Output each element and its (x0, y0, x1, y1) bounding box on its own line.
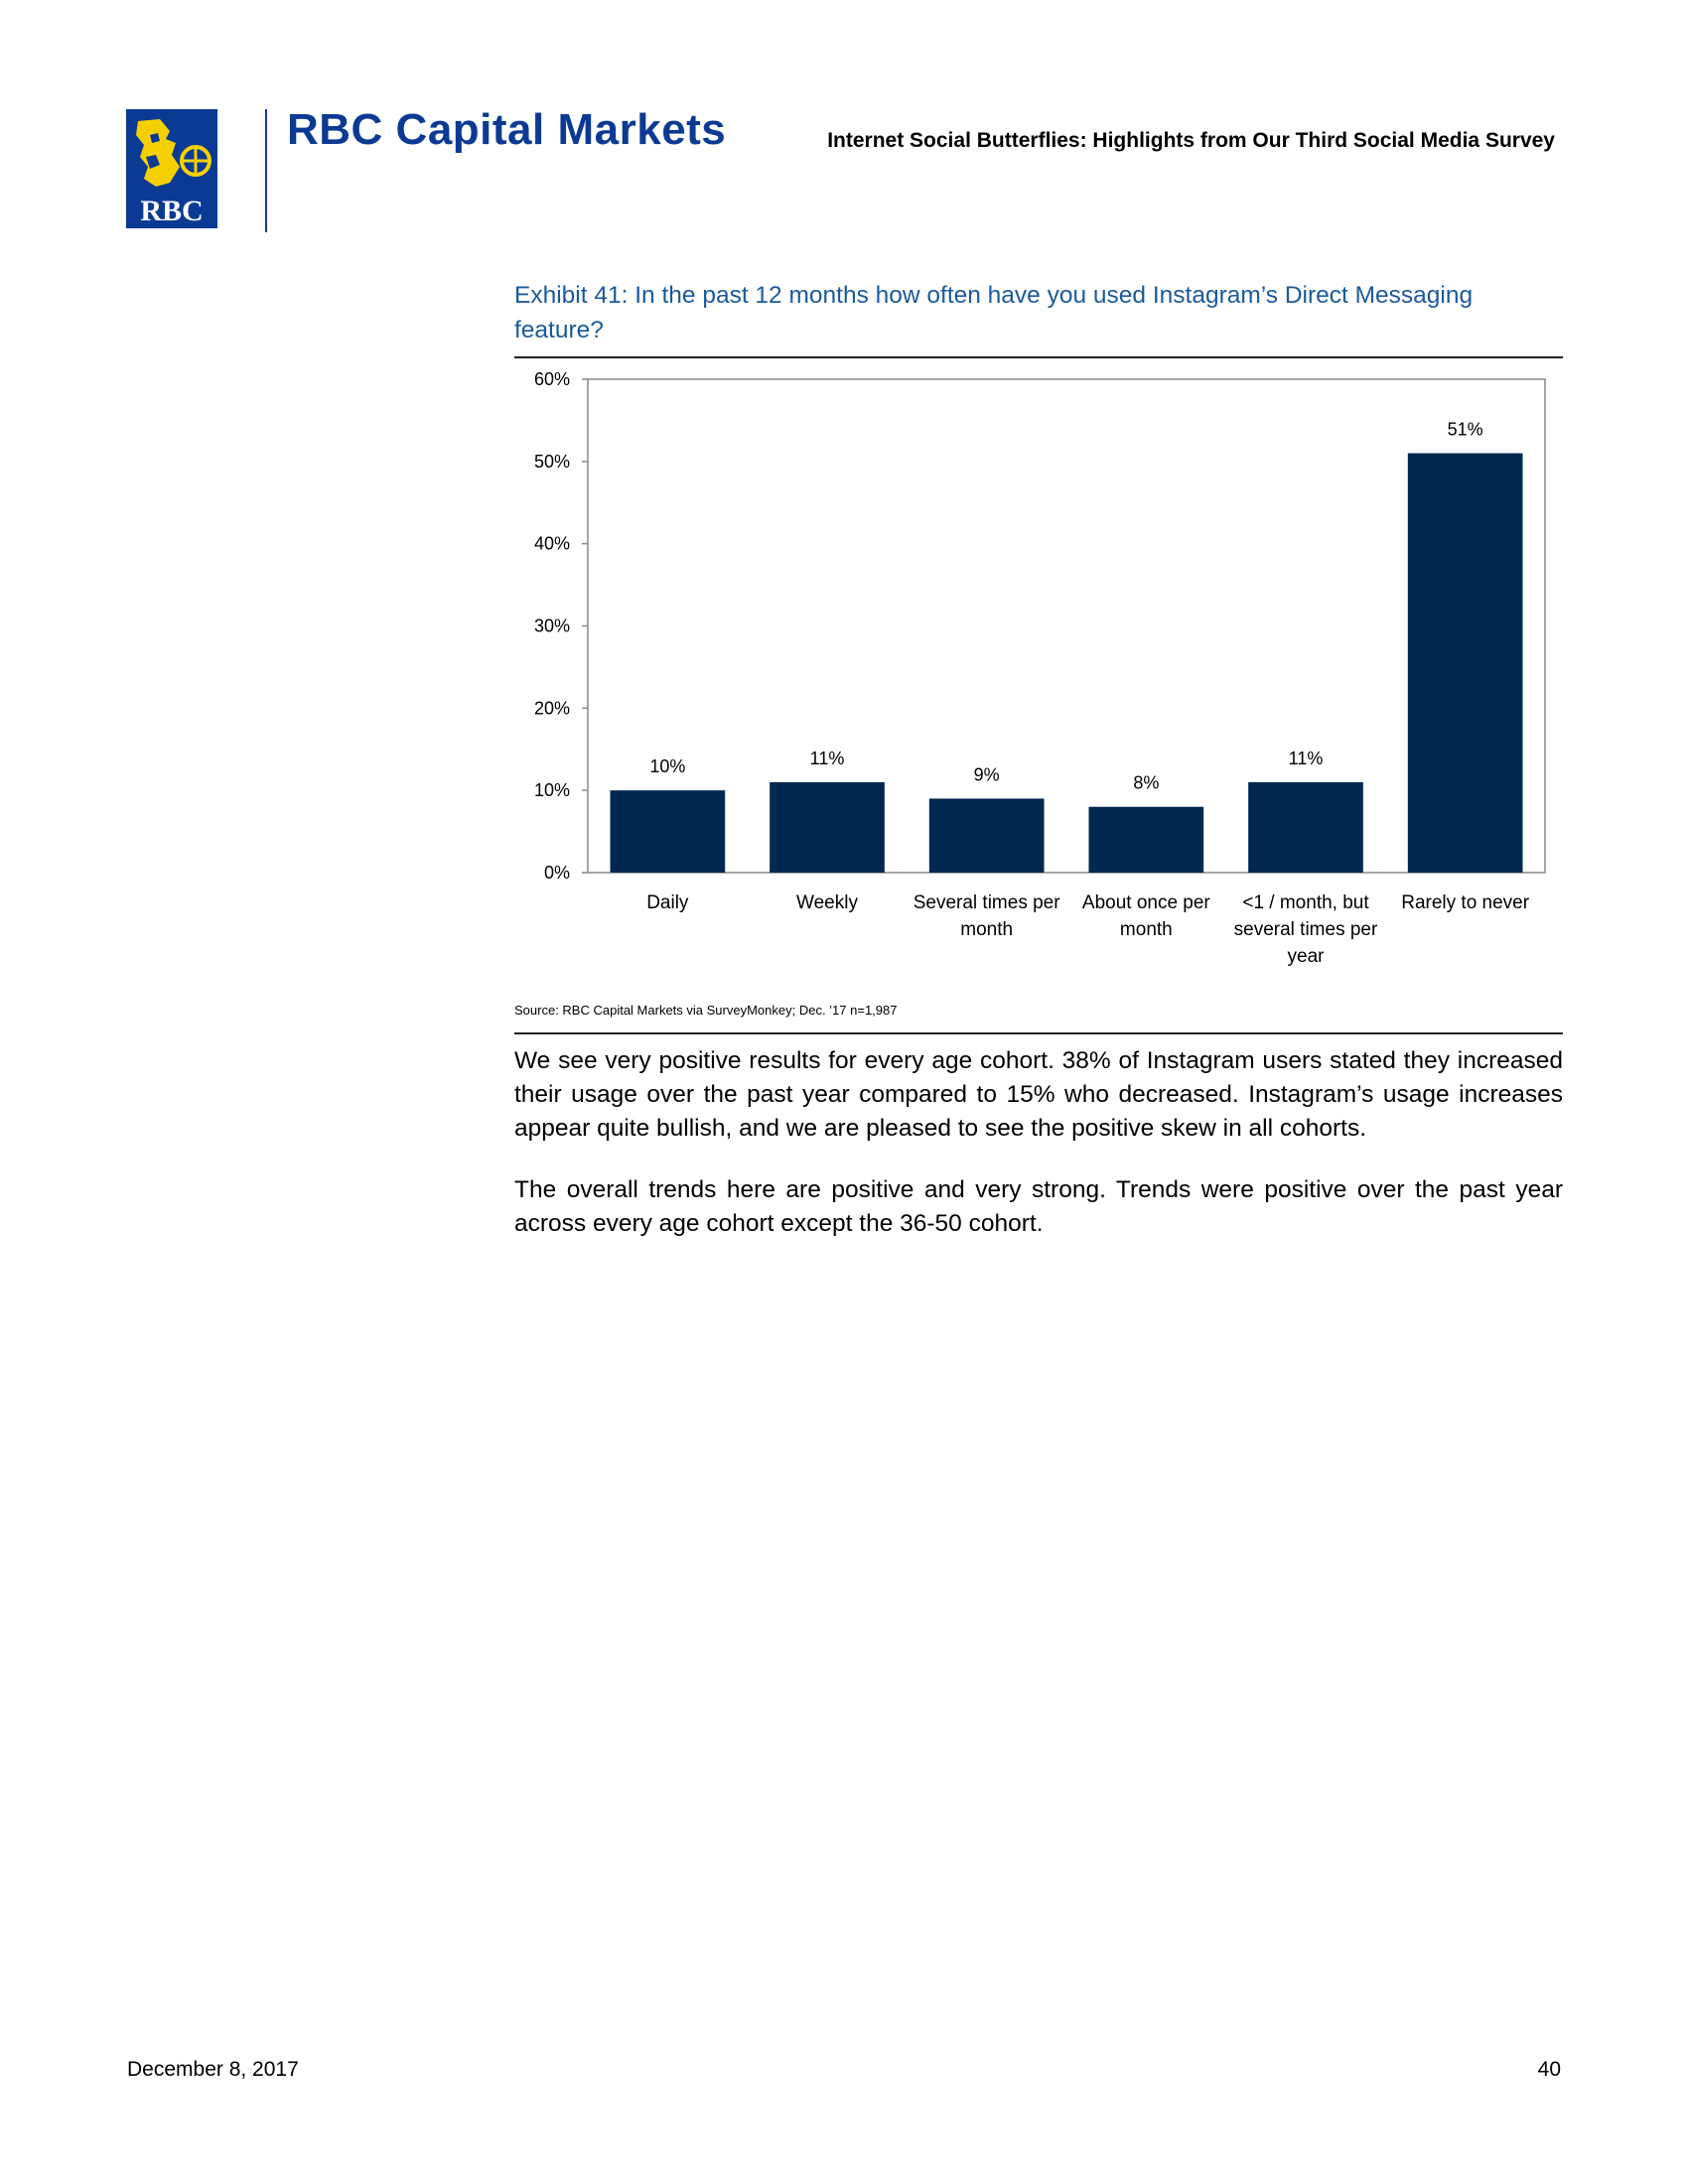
x-tick-label: <1 / month, but several times per year (1233, 892, 1378, 967)
bar (770, 782, 885, 873)
logo-wordmark: RBC (140, 195, 204, 227)
header-divider (265, 109, 267, 232)
bar (929, 798, 1045, 873)
bars (610, 454, 1522, 873)
page-number: 40 (1537, 2058, 1561, 2081)
data-label: 9% (973, 764, 1000, 785)
chart-source: Source: RBC Capital Markets via SurveyMonkey; Dec. ’17 n=1,987 (514, 1003, 898, 1018)
brand-name: RBC Capital Markets (287, 105, 727, 154)
y-tick-label: 40% (533, 533, 570, 554)
data-labels (649, 420, 1482, 793)
y-tick-label: 60% (533, 369, 570, 389)
x-tick-label: Several times per month (913, 892, 1060, 940)
bar (610, 790, 725, 873)
y-tick-label: 50% (533, 451, 570, 472)
y-axis (534, 369, 588, 883)
bar (1248, 782, 1363, 873)
exhibit-title: Exhibit 41: In the past 12 months how often have you used Instagram’s Direct Messaging feature? (514, 282, 1474, 343)
x-axis (646, 892, 1530, 967)
body-paragraph-2: The overall trends here are positive and very strong. Trends were positive over the past year across every age cohort except the 36-50 cohort. (514, 1176, 1563, 1237)
exhibit-bottom-rule (514, 1032, 1563, 1034)
rbc-lion-shield-icon (126, 109, 217, 228)
y-tick-label: 0% (543, 863, 570, 883)
y-tick-label: 30% (533, 615, 570, 636)
exhibit-top-rule (514, 356, 1563, 358)
data-label: 51% (1447, 419, 1483, 440)
x-tick-label: Daily (646, 892, 689, 913)
bar (1408, 454, 1523, 873)
data-label: 10% (649, 756, 686, 777)
x-tick-label: About once per month (1081, 892, 1210, 940)
bar (1088, 807, 1203, 873)
report-title: Internet Social Butterflies: Highlights from Our Third Social Media Survey (827, 129, 1555, 152)
x-tick-label: Rarely to never (1401, 892, 1530, 913)
footer-date: December 8, 2017 (127, 2058, 299, 2081)
data-label: 8% (1133, 772, 1160, 793)
y-tick-label: 10% (533, 780, 570, 801)
y-tick-label: 20% (533, 698, 570, 719)
data-label: 11% (1288, 748, 1324, 768)
x-tick-label: Weekly (796, 892, 858, 913)
bar-chart (514, 361, 1563, 987)
data-label: 11% (809, 748, 845, 768)
plot-area-frame (588, 379, 1545, 873)
body-paragraph-1: We see very positive results for every age cohort. 38% of Instagram users stated they increased their usage over the past year compared to 15% who decreased. Instagram’s usage increases appear quite bullish, and we are pleased to see the positive skew in all cohorts. (514, 1047, 1563, 1142)
rbc-logo (126, 109, 217, 228)
